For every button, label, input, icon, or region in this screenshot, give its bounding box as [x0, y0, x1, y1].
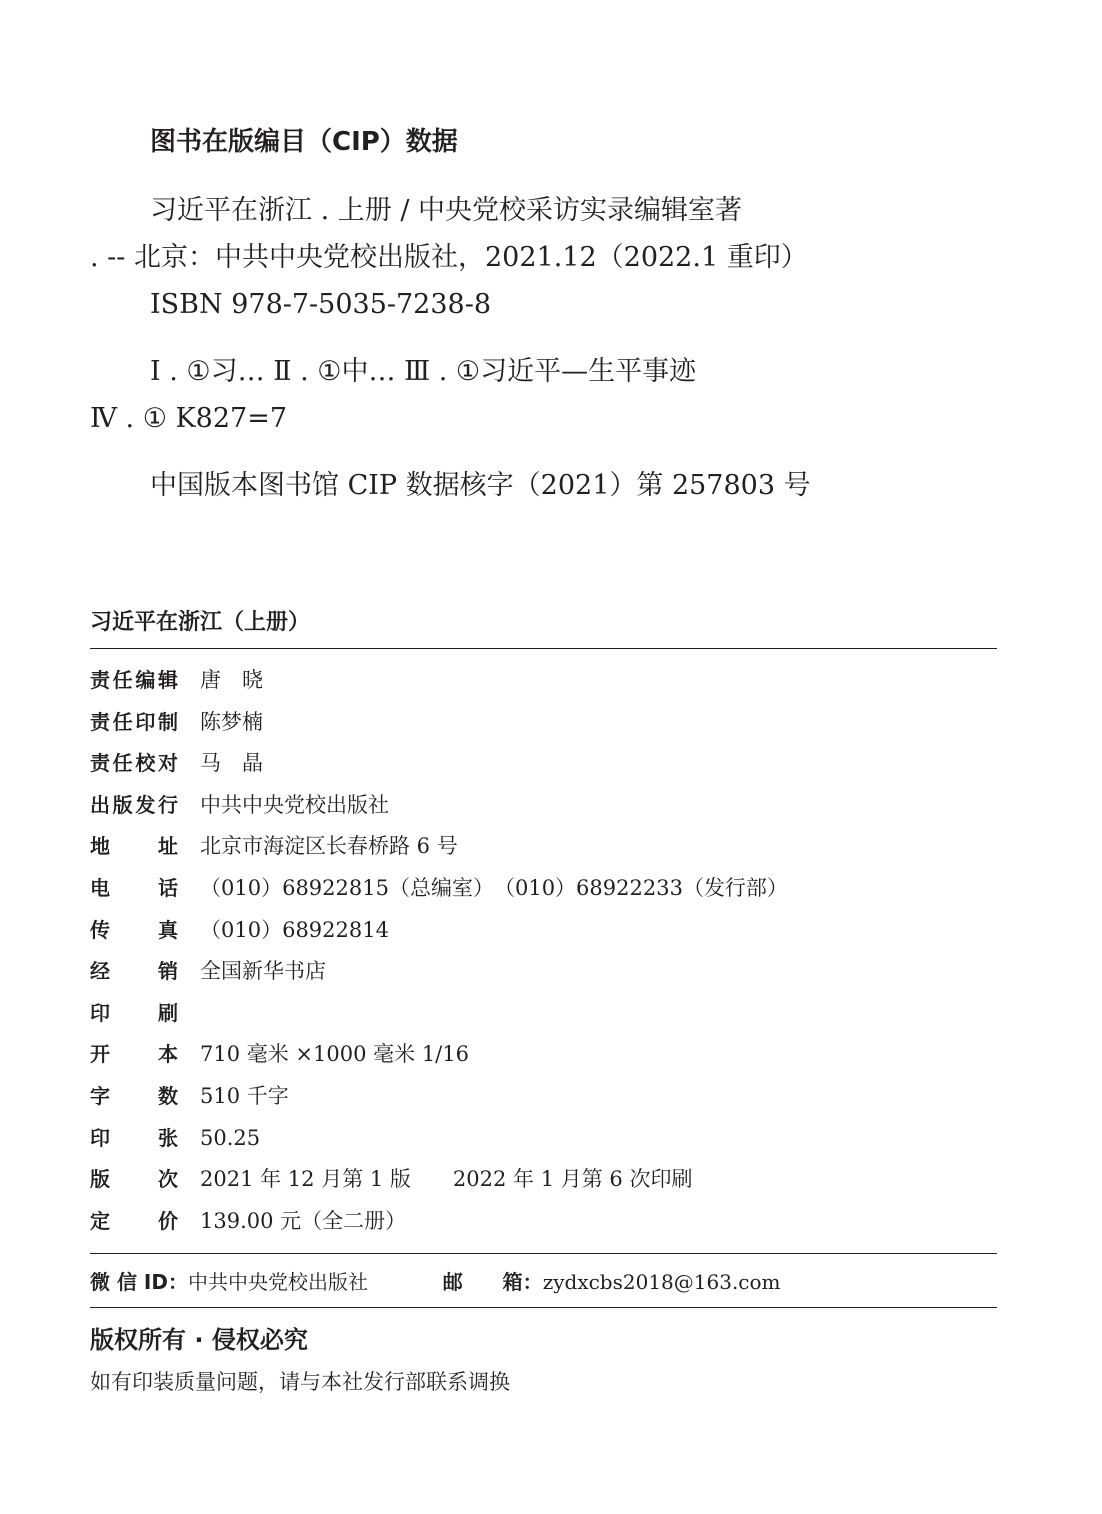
credit-label-char: 任	[112, 668, 133, 692]
credit-value: 唐 晓	[200, 668, 263, 692]
credit-label	[90, 1118, 178, 1158]
credit-label-char: 经	[90, 959, 110, 984]
credit-label-char: 责	[90, 709, 110, 734]
copyright-notice: 版权所有 · 侵权必究	[90, 1326, 308, 1354]
credit-value: 510 千字	[200, 1084, 289, 1108]
credit-value: 50.25	[200, 1125, 261, 1150]
credit-label-char: 辑	[157, 668, 178, 692]
credit-label-char: 印	[135, 709, 156, 734]
wechat-value: 中共中央党校出版社	[187, 1270, 368, 1294]
cip-classification-line: Ⅰ . ①习… Ⅱ . ①中… Ⅲ . ①习近平—生平事迹	[150, 356, 697, 387]
credit-label-char: 数	[158, 1084, 178, 1108]
credit-label-char: 传	[90, 917, 110, 942]
credit-label-char: 版	[90, 1167, 110, 1192]
credit-label-char: 次	[158, 1167, 178, 1192]
credit-label-char: 印	[90, 1125, 110, 1150]
cip-isbn-line: ISBN 978-7-5035-7238-8	[150, 289, 492, 320]
credit-value: 2021 年 12 月第 1 版 2022 年 1 月第 6 次印刷	[200, 1167, 693, 1192]
credit-label-char: 出	[90, 792, 110, 817]
credit-label	[90, 868, 178, 908]
credit-value: 马 晶	[200, 751, 263, 776]
credit-value: 710 毫米 ×1000 毫米 1/16	[200, 1042, 469, 1067]
cip-class-number-line: Ⅳ . ① K827=7	[90, 403, 288, 434]
cip-heading: 图书在版编目（CIP）数据	[150, 127, 458, 157]
cip-record-number-line: 中国版本图书馆 CIP 数据核字（2021）第 257803 号	[150, 470, 811, 501]
credit-label	[90, 743, 178, 783]
credit-label-char: 发	[135, 792, 156, 817]
credit-label-char: 址	[158, 834, 178, 859]
credit-label	[90, 993, 178, 1033]
credit-label-char: 版	[112, 792, 133, 817]
credit-label-char: 印	[90, 1000, 110, 1025]
credit-label-char: 张	[158, 1125, 178, 1150]
book-title: 习近平在浙江（上册）	[90, 610, 311, 635]
credit-label	[90, 785, 178, 825]
credit-label-char: 价	[158, 1208, 178, 1233]
credit-value: 陈梦楠	[200, 709, 263, 734]
credit-label-char: 字	[90, 1084, 110, 1108]
credit-value: 北京市海淀区长春桥路 6 号	[200, 834, 458, 859]
credit-label-char: 本	[158, 1042, 178, 1067]
credit-label	[90, 910, 178, 950]
credit-label	[90, 1201, 178, 1241]
credit-label-char: 销	[158, 959, 178, 984]
credit-label-char: 开	[90, 1042, 110, 1067]
credit-value: 中共中央党校出版社	[200, 792, 389, 817]
credit-value: （010）68922814	[200, 917, 389, 942]
email-label: 邮 箱：	[442, 1270, 543, 1294]
credit-label-char: 编	[135, 668, 156, 692]
credit-label	[90, 1034, 178, 1074]
credit-value: 139.00 元（全二册）	[200, 1208, 407, 1233]
credit-label-char: 任	[112, 751, 133, 776]
credit-value: 全国新华书店	[200, 959, 326, 984]
credit-label-char: 责	[90, 668, 110, 692]
credit-label-char: 制	[157, 709, 178, 734]
credit-label	[90, 951, 178, 991]
credit-label	[90, 702, 178, 742]
wechat-label: 微 信 ID：	[90, 1270, 188, 1294]
credit-label-char: 责	[90, 751, 110, 776]
middle-divider	[90, 1253, 997, 1254]
credit-label-char: 刷	[158, 1000, 178, 1025]
credit-label-char: 行	[157, 792, 178, 817]
credit-label-char: 电	[90, 876, 110, 900]
credit-label-char: 校	[135, 751, 156, 776]
email-value: zydxcbs2018@163.com	[542, 1270, 781, 1294]
credit-label-char: 对	[157, 751, 178, 776]
cip-title-line: 习近平在浙江 . 上册 / 中央党校采访实录编辑室著	[150, 195, 743, 226]
bottom-divider	[90, 1307, 997, 1308]
contact-row	[90, 1262, 781, 1302]
cip-publisher-line: . -- 北京：中共中央党校出版社，2021.12（2022.1 重印）	[90, 242, 808, 273]
credit-label-char: 地	[90, 834, 110, 859]
credit-label	[90, 1159, 178, 1199]
credit-label-char: 任	[112, 709, 133, 734]
top-divider	[90, 648, 997, 649]
credit-label-char: 定	[90, 1208, 110, 1233]
credit-label	[90, 826, 178, 866]
quality-notice: 如有印装质量问题，请与本社发行部联系调换	[90, 1370, 510, 1394]
credit-label	[90, 660, 178, 700]
credit-value: （010）68922815（总编室） （010）68922233（发行部）	[200, 876, 788, 900]
credit-label-char: 真	[158, 917, 178, 942]
credit-label	[90, 1076, 178, 1116]
credit-label-char: 话	[158, 876, 178, 900]
